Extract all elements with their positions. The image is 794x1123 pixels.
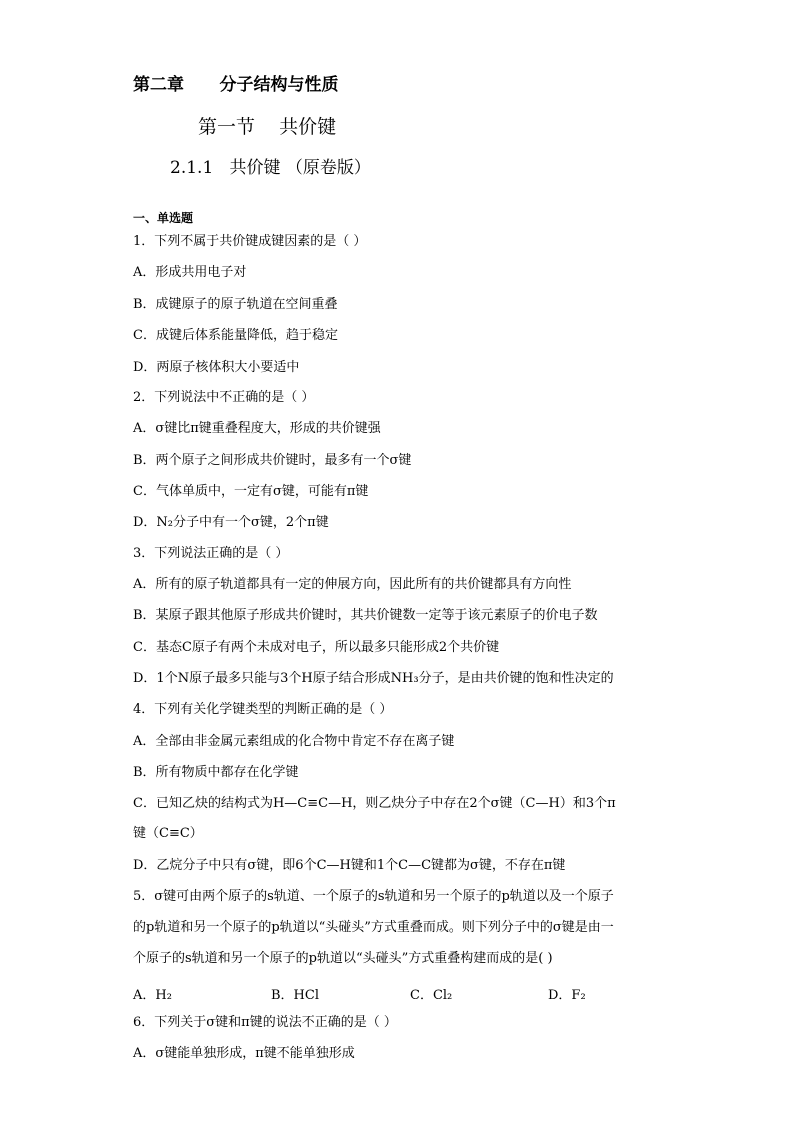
question-line: A．σ键比π键重叠程度大，形成的共价键强 [133, 421, 381, 436]
question-line: 个原子的s轨道和另一个原子的p轨道以“头碰头”方式重叠构建而成的是( ) [133, 951, 553, 966]
question-line: A．形成共用电子对 [133, 265, 247, 280]
section-title: 第一节 共价键 [198, 116, 337, 138]
question-line: 5．σ键可由两个原子的s轨道、一个原子的s轨道和另一个原子的p轨道以及一个原子 [133, 889, 614, 904]
question-line: 2．下列说法中不正确的是（ ） [133, 390, 315, 405]
question-line: 1．下列不属于共价键成键因素的是（ ） [133, 234, 367, 249]
option-c: C．Cl₂ [410, 988, 453, 1003]
question-line: 6．下列关于σ键和π键的说法不正确的是（ ） [133, 1015, 397, 1030]
question-line: B．所有物质中都存在化学键 [133, 765, 299, 780]
option-d: D．F₂ [548, 988, 586, 1003]
question-line: 的p轨道和另一个原子的p轨道以“头碰头”方式重叠而成。则下列分子中的σ键是由一 [133, 920, 614, 935]
part-heading: 一、单选题 [133, 211, 194, 225]
question-line: B．两个原子之间形成共价键时，最多有一个σ键 [133, 453, 412, 468]
question-line: A．全部由非金属元素组成的化合物中肯定不存在离子键 [133, 734, 455, 749]
question-line: C．基态C原子有两个未成对电子，所以最多只能形成2个共价键 [133, 640, 500, 655]
question-line: D．乙烷分子中只有σ键，即6个C—H键和1个C—C键都为σ键，不存在π键 [133, 858, 566, 873]
subsection-title: 2.1.1 共价键 （原卷版） [170, 158, 371, 178]
question-line: B．某原子跟其他原子形成共价键时，其共价键数一定等于该元素原子的价电子数 [133, 608, 598, 623]
option-a: A．H₂ [133, 988, 172, 1003]
question-line: A．σ键能单独形成，π键不能单独形成 [133, 1046, 355, 1061]
question-line: D．N₂分子中有一个σ键，2个π键 [133, 515, 329, 530]
question-line: 3．下列说法正确的是（ ） [133, 546, 289, 561]
question-line: B．成键原子的原子轨道在空间重叠 [133, 297, 338, 312]
question-line: A．所有的原子轨道都具有一定的伸展方向，因此所有的共价键都具有方向性 [133, 577, 572, 592]
question-line: C．已知乙炔的结构式为H—C≡C—H，则乙炔分子中存在2个σ键（C—H）和3个π [133, 796, 616, 811]
q5-options [133, 984, 673, 1002]
option-b: B．HCl [271, 988, 319, 1003]
question-line: C．气体单质中，一定有σ键，可能有π键 [133, 484, 369, 499]
question-line: D．1个N原子最多只能与3个H原子结合形成NH₃分子，是由共价键的饱和性决定的 [133, 671, 614, 686]
question-line: C．成键后体系能量降低，趋于稳定 [133, 328, 338, 343]
question-line: 4．下列有关化学键类型的判断正确的是（ ） [133, 702, 393, 717]
question-line: D．两原子核体积大小要适中 [133, 360, 300, 375]
chapter-title: 第二章 分子结构与性质 [133, 75, 339, 95]
question-line: 键（C≡C） [133, 826, 203, 841]
